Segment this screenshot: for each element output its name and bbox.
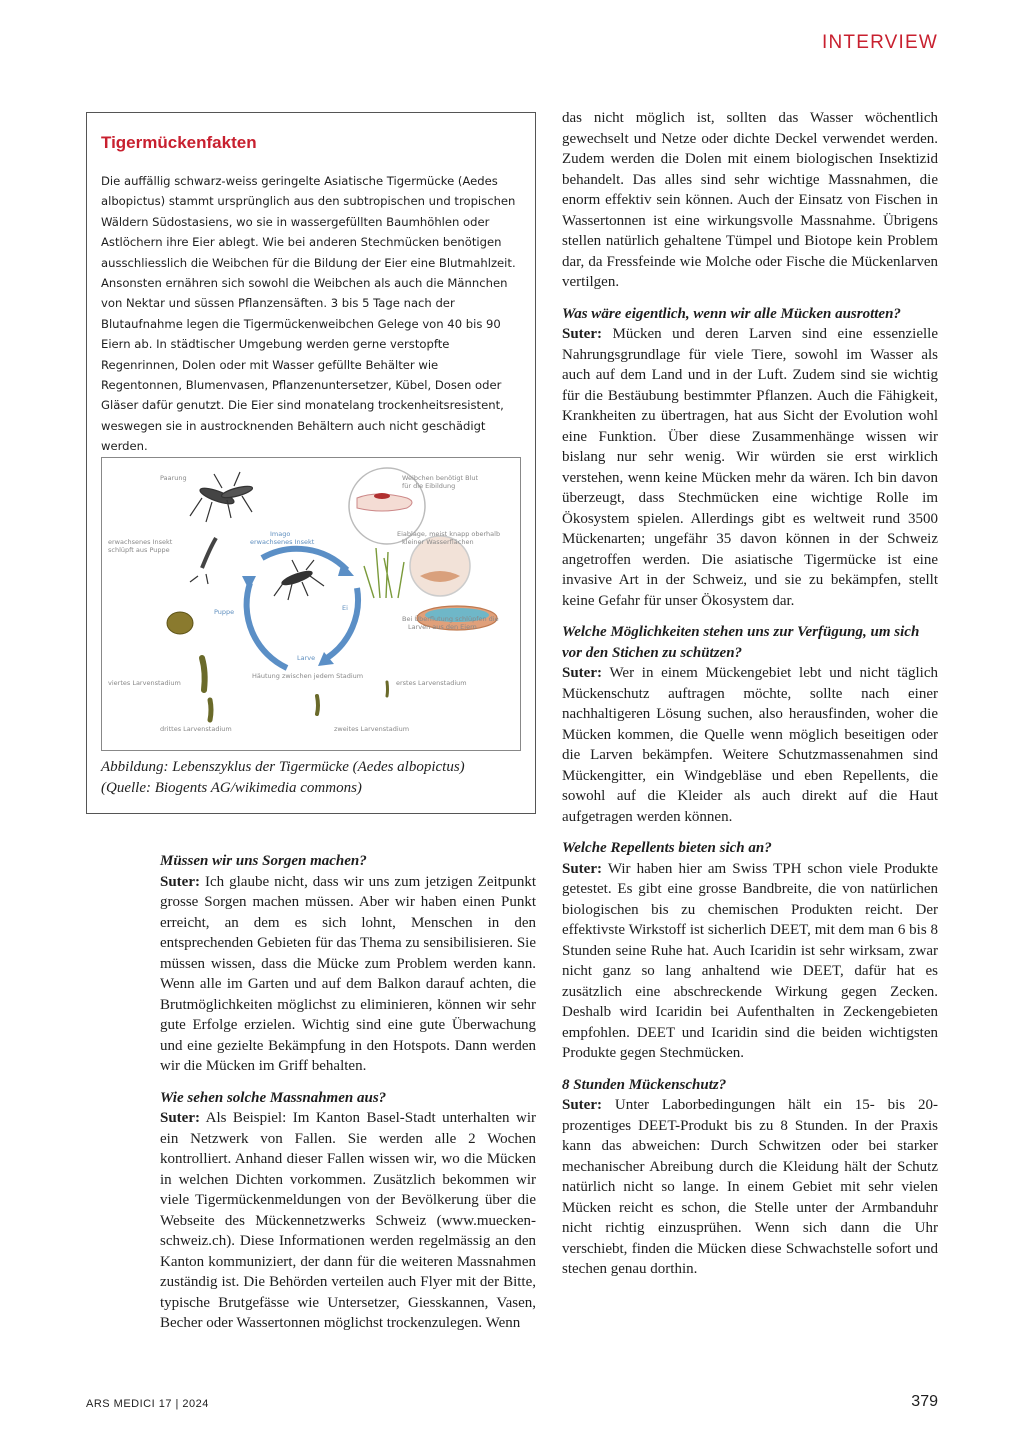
answer-text: Wir haben hier am Swiss TPH schon viele Produkte getestet. Es gibt eine grosse Bandbreite, die von natürlichen biologischen bis zu chemischen Produkten reicht. Der effektivste Wirkstoff ist sicherlich DEET, mit dem man 6 bis 8 Stunden seine Ruhe hat. Auch Icaridin ist sehr wirksam, zwar nicht ganz so lang anhaltend wie DEET, dafür hat es zusätzlich eine abschreckende Wirkung gegen Zecken. Deshalb wird Icaridin bei Aufenthalten in Zeckengebieten empfohlen. DEET und Icaridin sind die beiden wichtigsten Produkte gegen Stechmücken. bbox=[562, 860, 938, 1061]
label-weibchen-2: für die Eibildung bbox=[402, 482, 456, 490]
label-imago: Imago bbox=[270, 530, 291, 538]
fourth-larva-icon bbox=[202, 658, 205, 690]
page-number: 379 bbox=[911, 1393, 938, 1410]
label-puppe: Puppe bbox=[214, 608, 235, 616]
answer-text: Als Beispiel: Im Kanton Basel-Stadt unterhalten wir ein Netzwerk von Fallen. Sie werden alle 2 Wochen kontrolliert. Anhand dieser Fallen wissen wir, wo die Mücken in welchen Dichten vorkommen. Zusätzlich bekommen wir viele Tigermückenmeldungen von der Bevölkerung über die Webseite des Mückennetzwerks Schweiz (www.muecken-schweiz.ch). Diese Informationen werden regelmässig an den Kanton kommuniziert, der dann für die weiteren Massnahmen zuständig ist. Die Behörden verteilen auch Flyer mit der Bitte, typische Brutgefässe wie Untersetzer, Giesskannen, Vasen, Becher oder Wassertonnen möglichst trockenzulegen. Wenn bbox=[160, 1110, 536, 1331]
emerging-mosquito-icon bbox=[190, 538, 216, 584]
answer bbox=[562, 859, 938, 1064]
first-larva-icon bbox=[387, 682, 388, 696]
speaker-label: Suter: bbox=[562, 860, 602, 877]
third-larva-icon bbox=[210, 700, 211, 720]
label-imago-2: erwachsenes Insekt bbox=[250, 538, 315, 546]
infobox-title: Tigermückenfakten bbox=[101, 133, 257, 152]
cycle-arrow bbox=[247, 583, 287, 668]
second-larva-icon bbox=[317, 696, 318, 714]
answer bbox=[562, 324, 938, 611]
answer bbox=[160, 872, 536, 1077]
answer bbox=[562, 663, 938, 827]
adult-mosquito-icon bbox=[274, 560, 324, 600]
answer bbox=[160, 1108, 536, 1334]
label-paarung: Paarung bbox=[160, 474, 187, 482]
answer-text: Mücken und deren Larven sind eine essenzielle Nahrungsgrundlage für viele Tiere, sowohl im Wasser als auch auf dem Land und in der Luft. Zudem sind sie wichtig für die Bestäubung bestimmter Pflanzen. Auch die Fähigkeit, Krankheiten zu übertragen, hat aus Sicht der Evolution wohl eine Funktion. Über diese Zusammenhänge wissen wir bislang nur sehr wenig. Wir würden sie erst wirklich verstehen, wenn keine Mücken mehr da wären. Ich bin davon überzeugt, dass Stechmücken eine wichtige Rolle im Ökosystem spielen. Allerdings gibt es weltweit rund 3500 Mückenarten; ungefähr 35 davon können in der Schweiz angetroffen werden. Die asiatische Tigermücke ist eine invasive Art in der Schweiz, und sie zu bekämpfen, stellt keine Gefahr für unser Ökosystem dar. bbox=[562, 326, 938, 609]
mating-mosquitoes-icon bbox=[190, 472, 253, 522]
continuation-text: das nicht möglich ist, sollten das Wasser wöchentlich gewechselt und Netze oder dichte Deckel verwendet werden. Zudem werden die Dolen mit einem biologischen Insektizid behandelt. Das alles sind sehr wichtige Massnahmen, die enorm effektiv sein können. Auch der Einsatz von Fischen in Wassertonnen ist eine wirkungsvolle Massnahme. Übrigens stellen natürlich gehaltene Tümpel und Biotope kein Problem dar, da Fressfeinde wie Molche oder Fische die Mückenlarven vertilgen. bbox=[562, 110, 938, 290]
lifecycle-figure bbox=[101, 457, 521, 751]
label-ueberflutung-2: Larven aus den Eiern bbox=[408, 623, 477, 631]
speaker-label: Suter: bbox=[160, 1110, 200, 1126]
label-erwachsenes: erwachsenes Insekt bbox=[108, 538, 173, 546]
infobox bbox=[86, 112, 536, 814]
answer bbox=[562, 1095, 938, 1280]
label-erwachsenes-2: schlüpft aus Puppe bbox=[108, 546, 170, 554]
figure-caption-line-1: Abbildung: Lebenszyklus der Tigermücke (Aedes albopictus) bbox=[101, 759, 465, 775]
speaker-label: Suter: bbox=[562, 1097, 602, 1113]
figure-caption-line-2: (Quelle: Biogents AG/wikimedia commons) bbox=[101, 779, 362, 796]
left-column bbox=[160, 851, 536, 1334]
question: Welche Möglichkeiten stehen uns zur Verfügung, um sich vor den Stichen zu schützen? bbox=[562, 624, 920, 661]
label-weibchen: Weibchen benötigt Blut bbox=[402, 474, 479, 482]
speaker-label: Suter: bbox=[160, 873, 200, 890]
question: 8 Stunden Mückenschutz? bbox=[562, 1076, 727, 1093]
speaker-label: Suter: bbox=[562, 665, 602, 681]
grass-icon bbox=[364, 548, 404, 598]
label-ei: Ei bbox=[342, 604, 348, 612]
answer-text: Unter Laborbedingungen hält ein 15- bis 20-prozentiges DEET-Produkt bis zu 8 Stunden. In der Praxis kann das abweichen: Durch Schwitzen oder bei starker mechanischer Abreibung durch die Kleidung hält der Schutz natürlich nicht so lange. In einem Gebiet mit sehr vielen Mücken reicht es schon, die Stelle unter der Armbanduhr nicht richtig einzusprühen. Wenn sich dann die Uhr verschiebt, finden die Mücken diese Schwachstelle sofort und stechen genau dorthin. bbox=[562, 1097, 938, 1277]
label-larve: Larve bbox=[297, 654, 316, 662]
question: Was wäre eigentlich, wenn wir alle Mücken ausrotten? bbox=[562, 305, 901, 322]
speaker-label: Suter: bbox=[562, 326, 602, 342]
label-drittes: drittes Larvenstadium bbox=[160, 725, 232, 733]
label-eiablage-2: kleiner Wasserflächen bbox=[402, 538, 474, 546]
label-zweites: zweites Larvenstadium bbox=[334, 725, 410, 733]
cycle-arrow bbox=[327, 588, 358, 658]
figure-caption bbox=[101, 757, 521, 798]
journal-info: ARS MEDICI 17 | 2024 bbox=[86, 1398, 209, 1410]
pupa-icon bbox=[167, 612, 193, 634]
infobox-text: Die auffällig schwarz-weiss geringelte Asiatische Tigermücke (Aedes albopictus) stammt ursprünglich aus den subtropischen und tropischen Wäldern Südostasiens, wo sie in wassergefüllten Baumhöhlen oder Astlöchern ihre Eier ablegt. Wie bei anderen Stechmücken benötigen ausschliesslich die Weibchen für die Bildung der Eier eine Blutmahlzeit. Ansonsten ernähren sich sowohl die Weibchen als auch die Männchen von Nektar und süssen Pflanzensäften. 3 bis 5 Tage nach der Blutaufnahme legen die Tigermückenweibchen Gelege von 40 bis 90 Eiern ab. In städtischer Umgebung werden gerne verstopfte Regenrinnen, Dolen oder mit Wasser gefüllte Behälter wie Regentonnen, Blumenvasen, Pflanzenuntersetzer, Kübel, Dosen oder Gläser dafür genutzt. Die Eier sind monatelang trockenheitsresistent, weswegen sie in austrocknenden Behältern auch nicht geschädigt werden. bbox=[101, 174, 516, 454]
arrow-head bbox=[242, 576, 256, 590]
label-erstes: erstes Larvenstadium bbox=[396, 679, 467, 687]
question: Wie sehen solche Massnahmen aus? bbox=[160, 1089, 387, 1106]
label-ueberflutung: Bei Überflutung schlüpfen die bbox=[402, 615, 499, 623]
cycle-arrow bbox=[262, 549, 347, 570]
label-haeutung: Häutung zwischen jedem Stadium bbox=[252, 672, 364, 680]
question: Müssen wir uns Sorgen machen? bbox=[160, 853, 367, 869]
label-viertes: viertes Larvenstadium bbox=[108, 679, 181, 687]
question: Welche Repellents bieten sich an? bbox=[562, 840, 772, 856]
label-eiablage: Eiablage, meist knapp oberhalb bbox=[397, 530, 501, 538]
section-label: INTERVIEW bbox=[821, 32, 938, 53]
answer-text: Ich glaube nicht, dass wir uns zum jetzigen Zeitpunkt grosse Sorgen machen müssen. Aber wir haben einen Punkt erreicht, an dem es sich lohnt, Menschen in den entsprechenden Gebieten für das Thema zu sensibilisieren. Sie müssen wissen, dass die Mücke zum Problem werden kann. Wenn alle im Garten und auf dem Balkon darauf achten, die Brutmöglichkeiten möglichst zu eliminieren, können wir sehr gute Erfolge erzielen. Wichtig sind eine gute Überwachung und eine gezielte Bekämpfung in den Hotspots. Dann werden wir die Mücken im Griff behalten. bbox=[160, 873, 536, 1074]
right-column bbox=[562, 108, 938, 1280]
feeding-mosquito-icon bbox=[374, 493, 390, 499]
lifecycle-diagram bbox=[102, 458, 522, 752]
answer-text: Wer in einem Mückengebiet lebt und nicht täglich Mückenschutz auftragen möchte, sollte nach einer nachhaltigeren Lösung suchen, also herausfinden, woher die Mücken kommen, die Quelle wenn möglich beseitigen oder die Larven bekämpfen. Weitere Schutzmassenahmen sind Mückengitter, ein Windgebläse und eben Repellents, die sowohl auf die Kleider als auch direkt auf die Haut aufgetragen werden können. bbox=[562, 665, 938, 825]
